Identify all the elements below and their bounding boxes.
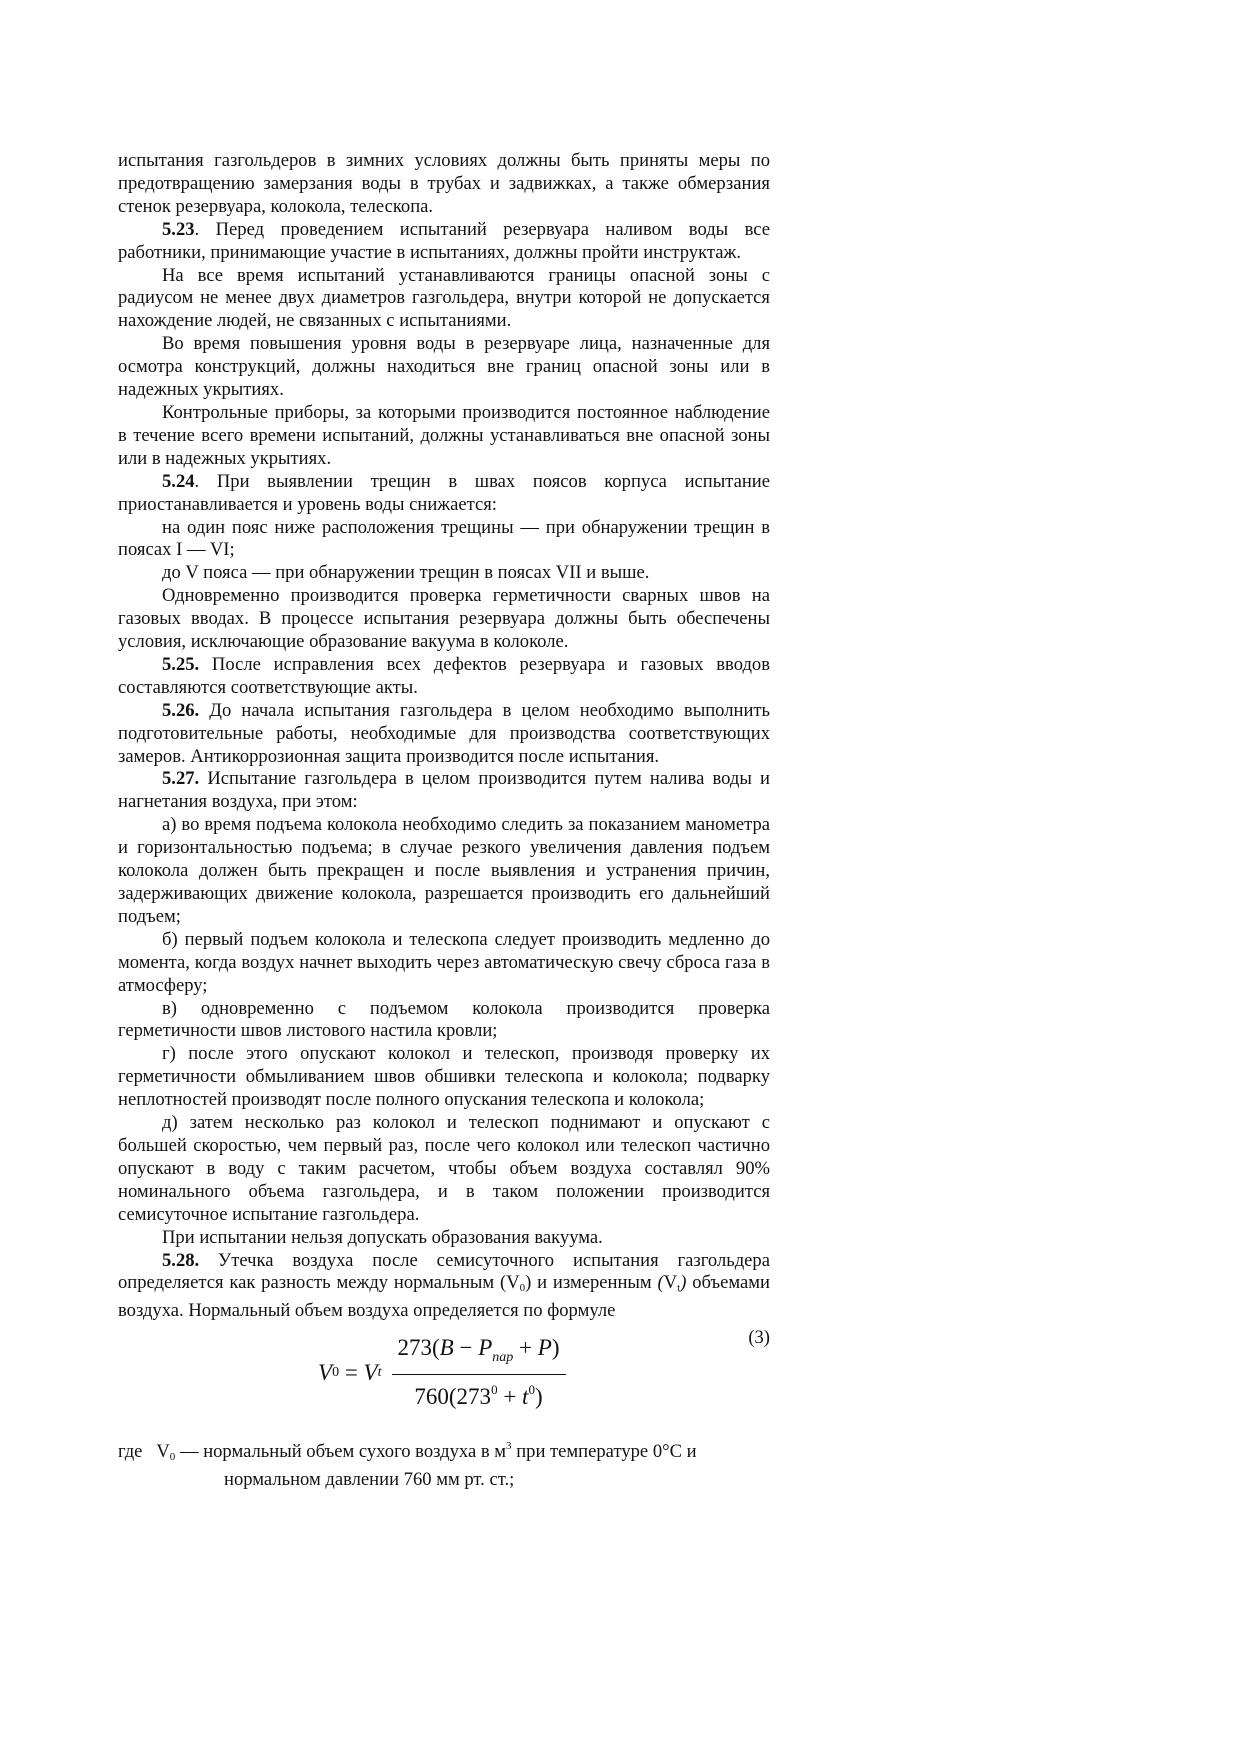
paragraph: испытания газгольдеров в зимних условиях должны быть приняты меры по предотвращению замерзания воды в трубах и задвижках, а также обмерзания стенок резервуара, колокола, телескопа. — [118, 150, 770, 217]
paren: ( — [657, 1272, 664, 1294]
formula-lhs: V — [318, 1359, 333, 1385]
list-item: а) во время подъема колокола необходимо следить за показанием манометра и горизонтальностью подъема; в случае резкого увеличения давления подъем колокола должен быть прекращен и после выявления и устранения причин, задерживающих движение колокола, разрешается производить его дальнейший подъем; — [118, 814, 770, 927]
clause-number: 5.26. — [162, 699, 200, 721]
paragraph: На все время испытаний устанавливаются границы опасной зоны с радиусом не менее двух диаметров газгольдера, внутри которой не допускается нахождение людей, не связанных с испытаниями. — [118, 264, 770, 332]
formula-denominator: $760(273^0 + t^0)$ — [414, 1382, 543, 1410]
list-item: г) после этого опускают колокол и телескоп, производя проверку их герметичности обмыливанием швов обшивки телескопа и колокола; подварку неплотностей производят после полного опускания телескопа и колокола; — [118, 1043, 770, 1111]
legend-text: — нормальный объем сухого воздуха в м — [175, 1441, 507, 1463]
clause-number: 5.24 — [162, 470, 195, 492]
legend-line — [118, 1435, 770, 1469]
clause-number: 5.23 — [162, 218, 195, 240]
formula-block — [118, 1323, 770, 1435]
paragraph: При испытании нельзя допускать образования вакуума. — [162, 1226, 603, 1248]
paragraph — [118, 1250, 770, 1324]
list-item: б) первый подъем колокола и телескопа следует производить медленно до момента, когда воздух начнет выходить через автоматическую свечу сброса газа в атмосферу; — [118, 928, 770, 996]
paragraph-text: Утечка воздуха после семисуточного испытания газгольдера определяется как разность между нормальным (V — [118, 1249, 770, 1294]
legend-symbol: где V — [118, 1441, 170, 1463]
paragraph-text: V — [663, 1272, 678, 1294]
list-item: д) затем несколько раз колокол и телескоп поднимают и опускают с большей скоростью, чем первый раз, после чего колокол или телескоп частично опускают в воду с таким расчетом, чтобы объем воздуха составлял 90% номинального объема газгольдера, и в таком положении производится семисуточное испытание газгольдера. — [118, 1112, 770, 1225]
paragraph-text: объемами воздуха. Нормальный объем воздуха определяется по формуле — [118, 1272, 770, 1322]
paragraph — [118, 219, 770, 265]
paragraph: до V пояса — при обнаружении трещин в поясах VII и выше. — [162, 562, 650, 584]
clause-number: 5.27. — [162, 768, 200, 790]
formula-fraction — [392, 1337, 566, 1409]
paragraph — [118, 700, 770, 769]
formula-subscript: 0 — [332, 1364, 340, 1380]
paragraph: Во время повышения уровня воды в резервуаре лица, назначенные для осмотра конструкций, должны находиться вне границ опасной зоны или в надежных укрытиях. — [118, 333, 770, 401]
paragraph-text: . Перед проведением испытаний резервуара наливом воды все работники, принимающие участие в испытаниях, должны пройти инструктаж. — [118, 218, 770, 263]
clause-number: 5.25. — [162, 653, 200, 675]
subscript: t — [677, 1282, 681, 1295]
paragraph-text: ) и измеренным — [525, 1272, 658, 1294]
list-item: в) одновременно с подъемом колокола производится проверка герметичности швов листового настила кровли; — [118, 997, 770, 1042]
superscript: 3 — [506, 1440, 512, 1453]
paragraph: Контрольные приборы, за которыми производится постоянное наблюдение в течение всего времени испытаний, должны устанавливаться вне опасной зоны или в надежных укрытиях. — [118, 401, 770, 469]
subscript: 0 — [519, 1282, 526, 1295]
paragraph-text: . При выявлении трещин в швах поясов корпуса испытание приостанавливается и уровень воды снижается: — [118, 470, 770, 515]
legend-line: нормальном давлении 760 мм рт. ст.; — [224, 1469, 515, 1491]
paragraph: на один пояс ниже расположения трещины — при обнаружении трещин в поясах I — VI; — [118, 516, 770, 561]
clause-number: 5.28. — [162, 1249, 200, 1271]
legend-text: при температуре 0°С и — [511, 1441, 697, 1463]
formula-numerator: $273(B - P_{пар} + P)$ — [392, 1337, 566, 1375]
subscript: 0 — [169, 1451, 176, 1464]
paragraph: Одновременно производится проверка герметичности сварных швов на газовых вводах. В процессе испытания резервуара должны быть обеспечены условия, исключающие образование вакуума в колоколе. — [118, 585, 770, 653]
paragraph-text: После исправления всех дефектов резервуара и газовых вводов составляются соответствующие акты. — [118, 653, 770, 698]
formula-subscript: t — [377, 1364, 382, 1380]
paragraph — [118, 768, 770, 814]
formula-legend — [118, 1435, 770, 1492]
paragraph — [118, 654, 770, 700]
document-body — [118, 150, 770, 1492]
formula-equals: = — [339, 1359, 364, 1385]
formula-rhs-var: V — [363, 1359, 378, 1385]
paragraph-text: До начала испытания газгольдера в целом необходимо выполнить подготовительные работы, необходимые для производства соответствующих замеров. Антикоррозионная защита производится после испытания. — [118, 699, 770, 767]
equation-number: (3) — [748, 1327, 770, 1349]
paragraph-text: Испытание газгольдера в целом производится путем налива воды и нагнетания воздуха, при этом: — [118, 768, 770, 813]
paren: ) — [680, 1272, 687, 1294]
paragraph — [118, 471, 770, 517]
formula — [318, 1337, 566, 1409]
